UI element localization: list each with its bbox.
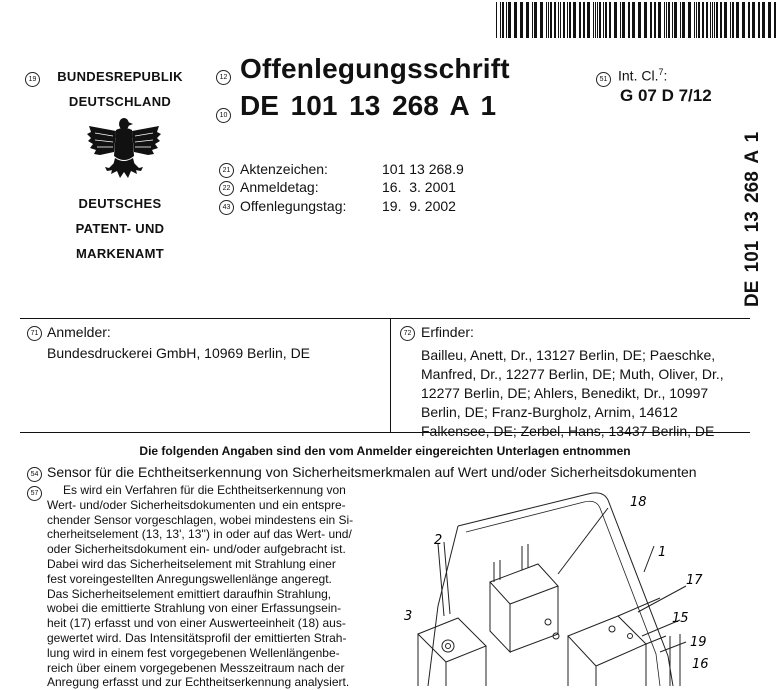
abstract-line: cherheitselement (13, 13', 13'') in oder auf das Wert- und/ <box>47 527 352 542</box>
office-name-line3: MARKENAMT <box>76 246 164 261</box>
publication-date-value: 19. 9. 2002 <box>382 198 456 214</box>
inventor-line: 12277 Berlin, DE; Ahlers, Benedikt, Dr., 10997 <box>421 385 709 401</box>
barcode-bar <box>597 2 598 38</box>
divider-top <box>20 318 750 319</box>
file-number-value: 101 13 268.9 <box>382 161 464 177</box>
barcode-bar <box>496 2 497 38</box>
barcode-bar <box>638 2 641 38</box>
barcode-bar <box>554 2 556 38</box>
barcode-bar <box>694 2 695 38</box>
abstract-line: fest voreingestellten Anregungswellenlänge angeregt. <box>47 571 332 586</box>
barcode-bar <box>609 2 611 38</box>
barcode-bar <box>714 2 715 38</box>
abstract-line: wobei die emittierte Strahlung von einer Erfassungsein- <box>47 601 342 616</box>
inid-code-10: 10 <box>216 108 231 123</box>
filing-date-label: Anmeldetag: <box>240 179 319 195</box>
barcode-bar <box>595 2 596 38</box>
barcode-bar <box>540 2 543 38</box>
barcode-bar <box>716 2 718 38</box>
barcode-bar <box>664 2 665 38</box>
barcode-bar <box>674 2 677 38</box>
int-cl-label: Int. Cl. <box>618 67 659 84</box>
barcode-bar <box>720 2 722 38</box>
invention-title: Sensor für die Echtheitserkennung von Sicherheitsmerkmalen auf Wert und/oder Sicherheitsdokumenten <box>47 464 697 480</box>
barcode-bar <box>672 2 673 38</box>
abstract-line: Anregung erfasst und zur Echtheitserkennung analysiert. <box>47 675 350 690</box>
barcode-bar <box>526 2 529 38</box>
filing-date-value: 16. 3. 2001 <box>382 179 456 195</box>
vertical-document-number: DE 101 13 268 A 1 <box>742 131 763 307</box>
figure-label: 19 <box>690 635 707 650</box>
barcode-bar <box>605 2 607 38</box>
figure-label: 15 <box>672 611 689 626</box>
barcode-bar <box>682 2 685 38</box>
inid-code-43: 43 <box>219 200 234 215</box>
barcode-bar <box>567 2 568 38</box>
document-type: Offenlegungsschrift <box>240 53 510 84</box>
barcode-bar <box>632 2 635 38</box>
barcode-bar <box>654 2 656 38</box>
inventor-line: Manfred, Dr., 12277 Berlin, DE; Muth, Oliver, Dr., <box>421 366 724 382</box>
figure-label: 17 <box>686 573 703 588</box>
inventor-list <box>421 346 724 441</box>
int-cl-value: G 07 D 7/12 <box>620 86 712 105</box>
office-name-line2: PATENT- UND <box>75 221 165 236</box>
abstract-line: heit (17) erfasst und von einer Auswerteeinheit (18) aus- <box>47 616 346 631</box>
barcode-bar <box>748 2 750 38</box>
barcode-bar <box>508 2 511 38</box>
barcode-bar <box>614 2 617 38</box>
barcode <box>496 2 776 38</box>
applicant-text: Bundesdruckerei GmbH, 10969 Berlin, DE <box>47 345 311 361</box>
barcode-bar <box>532 2 533 38</box>
int-cl-superscript: 7 <box>658 67 664 77</box>
abstract-line: gewertet wird. Das Intensitätsprofil der emittierten Strah- <box>47 630 347 645</box>
barcode-bar <box>732 2 734 38</box>
inventor-label: Erfinder: <box>421 324 474 340</box>
barcode-bar <box>762 2 765 38</box>
divider-middle <box>390 318 391 432</box>
barcode-bar <box>706 2 708 38</box>
file-number-label: Aktenzeichen: <box>240 161 328 177</box>
inid-code-51: 51 <box>596 72 611 87</box>
barcode-bar <box>698 2 700 38</box>
abstract-line: oder Sicherheitsdokument ein- und/oder aufgebracht ist. <box>47 542 346 557</box>
barcode-bar <box>583 2 585 38</box>
barcode-bar <box>696 2 697 38</box>
barcode-bar <box>622 2 625 38</box>
int-cl-label-group <box>618 67 667 84</box>
barcode-bar <box>668 2 670 38</box>
notice-text: Die folgenden Angaben sind den vom Anmelder eingereichten Unterlagen entnommen <box>139 444 631 458</box>
barcode-bar <box>548 2 549 38</box>
barcode-bar <box>573 2 576 38</box>
barcode-bar <box>563 2 565 38</box>
barcode-bar <box>560 2 561 38</box>
abstract-line: Dabei wird das Sicherheitselement mit Strahlung einer <box>47 556 336 571</box>
barcode-bar <box>666 2 667 38</box>
barcode-bar <box>658 2 661 38</box>
barcode-bar <box>534 2 537 38</box>
figure-label: 18 <box>630 495 647 510</box>
inventor-line: Berlin, DE; Franz-Burgholz, Arnim, 14612 <box>421 404 678 420</box>
barcode-bar <box>599 2 601 38</box>
abstract-text <box>47 483 377 690</box>
barcode-bar <box>736 2 739 38</box>
abstract-line: Das Sicherheitselement emittiert daraufhin Strahlung, <box>47 586 332 601</box>
inid-code-19: 19 <box>25 72 40 87</box>
inid-code-22: 22 <box>219 181 234 196</box>
barcode-bar <box>710 2 711 38</box>
abstract-line: Es wird ein Verfahren für die Echtheitserkennung von <box>63 483 346 497</box>
publication-date-label: Offenlegungstag: <box>240 198 347 214</box>
barcode-bar <box>603 2 604 38</box>
barcode-bar <box>550 2 552 38</box>
abstract-line: chender Sensor vorgeschlagen, wobei mindestens ein Si- <box>47 512 354 527</box>
barcode-bar <box>768 2 771 38</box>
applicant-label: Anmelder: <box>47 324 111 340</box>
barcode-bar <box>569 2 571 38</box>
barcode-bar <box>688 2 691 38</box>
barcode-bar <box>680 2 681 38</box>
sensor-technical-drawing <box>398 486 758 686</box>
inid-code-54: 54 <box>27 467 42 482</box>
barcode-bar <box>724 2 727 38</box>
barcode-bar <box>502 2 504 38</box>
barcode-bar <box>712 2 713 38</box>
inid-code-12: 12 <box>216 70 231 85</box>
barcode-bar <box>702 2 704 38</box>
inid-code-21: 21 <box>219 163 234 178</box>
barcode-bar <box>628 2 630 38</box>
office-name-line1: DEUTSCHES <box>78 196 162 211</box>
barcode-bar <box>500 2 501 38</box>
int-cl-colon: : <box>663 67 668 84</box>
barcode-bar <box>593 2 594 38</box>
barcode-bar <box>774 2 776 38</box>
inventor-line: Bailleu, Anett, Dr., 13127 Berlin, DE; Paeschke, <box>421 347 716 363</box>
figure-label: 3 <box>404 609 413 624</box>
barcode-bar <box>650 2 652 38</box>
barcode-bar <box>546 2 547 38</box>
country-name-line2: DEUTSCHLAND <box>68 94 172 109</box>
barcode-bar <box>520 2 523 38</box>
barcode-bar <box>644 2 647 38</box>
barcode-bar <box>506 2 507 38</box>
barcode-bar <box>579 2 581 38</box>
barcode-bar <box>620 2 621 38</box>
inid-code-71: 71 <box>27 326 42 341</box>
document-number: DE 101 13 268 A 1 <box>240 90 497 121</box>
barcode-bar <box>758 2 760 38</box>
barcode-bar <box>514 2 517 38</box>
barcode-bar <box>752 2 755 38</box>
inid-code-72: 72 <box>400 326 415 341</box>
figure-label: 2 <box>434 533 443 548</box>
barcode-bar <box>730 2 731 38</box>
barcode-bar <box>558 2 559 38</box>
abstract-line: reich über einem vorgegebenen Messzeitraum nach der <box>47 660 345 675</box>
federal-eagle-icon <box>85 116 163 188</box>
figure-label: 16 <box>692 657 709 672</box>
figure-label: 1 <box>658 545 667 560</box>
abstract-line: lung wird in einem fest vorgegebenen Wellenlängenbe- <box>47 645 340 660</box>
barcode-bar <box>587 2 590 38</box>
inventor-line: Falkensee, DE; Zerbel, Hans, 13437 Berlin, DE <box>421 423 715 439</box>
inid-code-57: 57 <box>27 486 42 501</box>
country-name-line1: BUNDESREPUBLIK <box>57 69 183 84</box>
abstract-line: Wert- und/oder Sicherheitsdokumenten und ein entspre- <box>47 497 346 512</box>
barcode-bar <box>742 2 745 38</box>
